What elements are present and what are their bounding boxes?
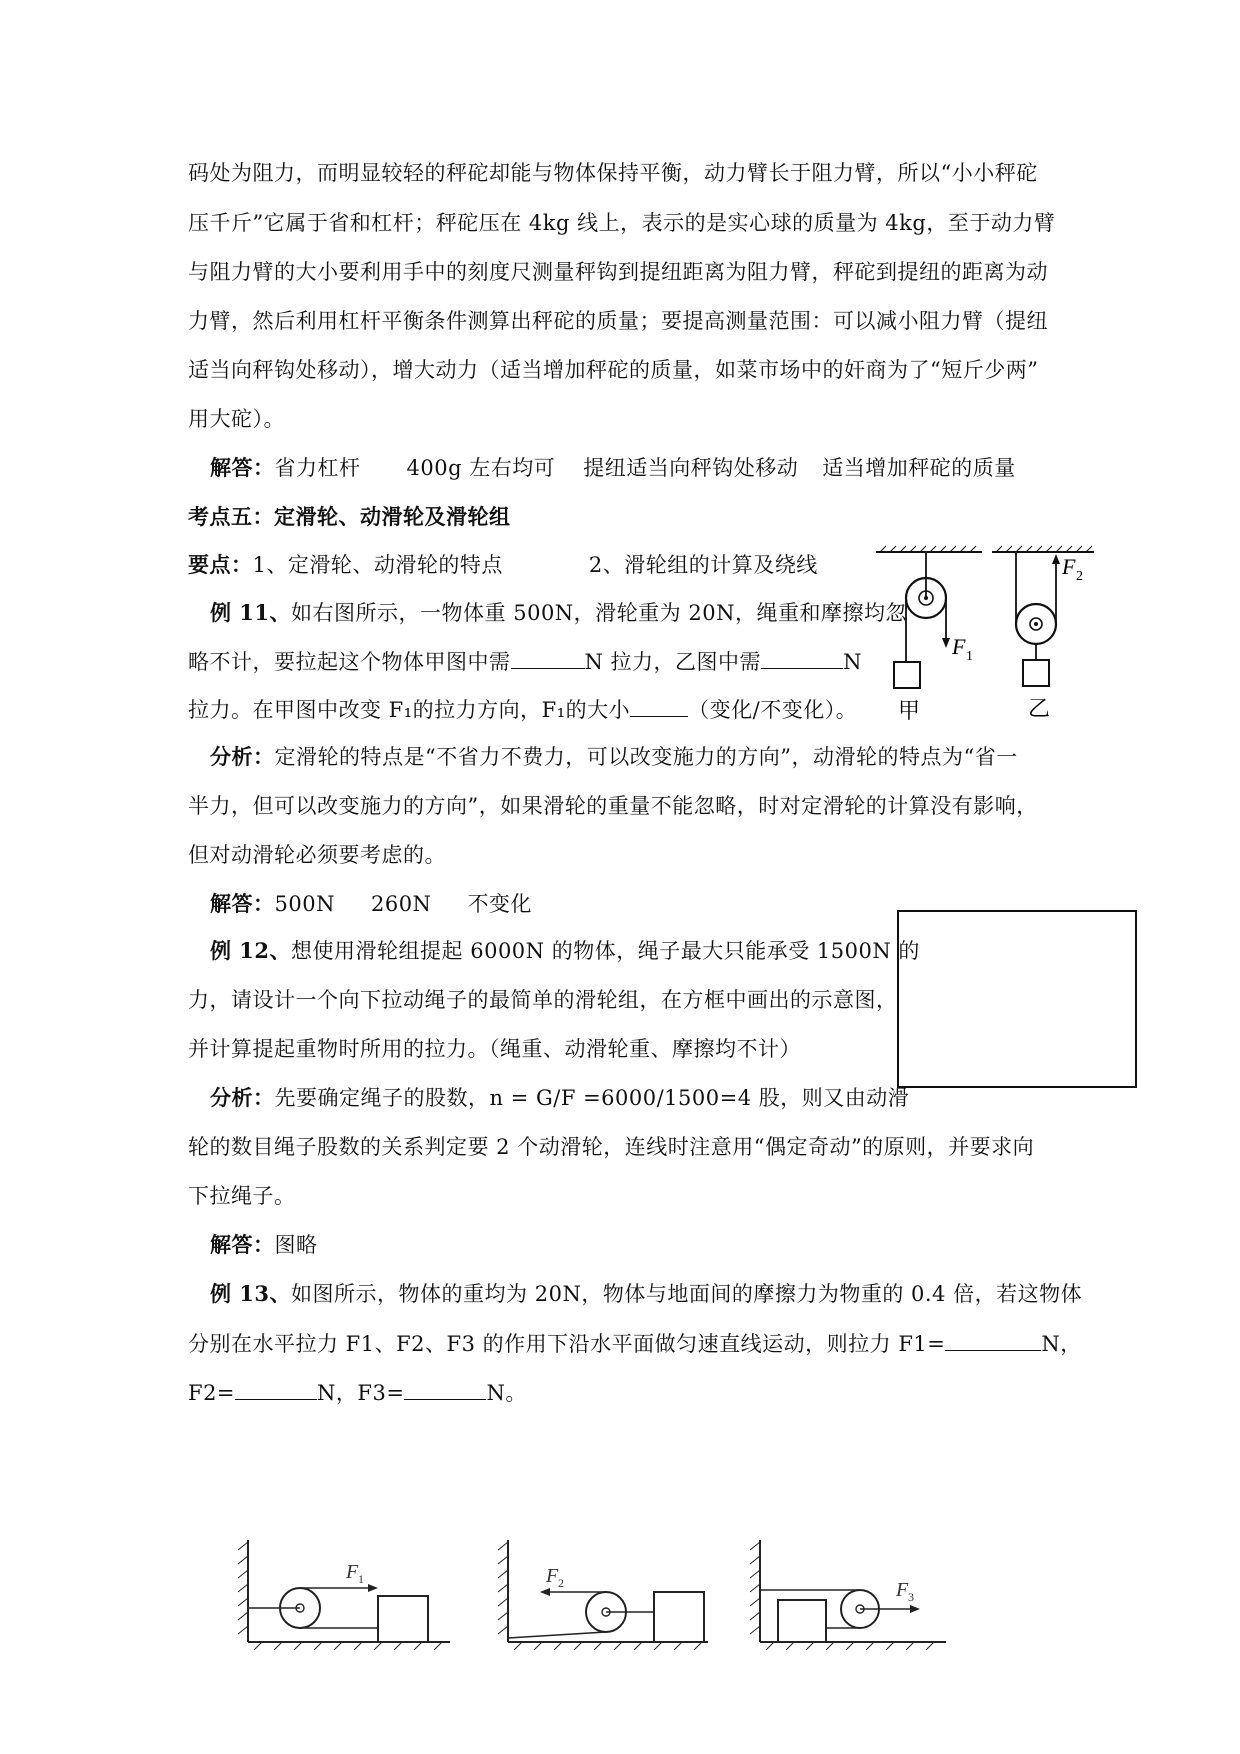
force-label: F xyxy=(952,634,966,659)
analysis-line xyxy=(210,742,1018,772)
force-subscript: 1 xyxy=(966,649,973,664)
answer-blank[interactable] xyxy=(404,1377,486,1400)
example-line: 并计算提起重物时所用的拉力。（绳重、动滑轮重、摩擦均不计） xyxy=(188,1037,801,1061)
example-line xyxy=(210,598,907,628)
force-subscript: 1 xyxy=(358,1572,364,1586)
paragraph-line: 力臂，然后利用杠杆平衡条件测算出秤砣的质量；要提高测量范围：可以减小阻力臂（提纽 xyxy=(188,309,1048,333)
answer-item: 400g 左右均可 xyxy=(406,456,556,480)
analysis-label: 分析： xyxy=(210,1085,275,1110)
example-line xyxy=(188,646,862,677)
answer-item: 图略 xyxy=(274,1233,318,1257)
answer-item: 260N xyxy=(370,892,432,916)
force-label: F xyxy=(896,1579,909,1601)
example-text: 想使用滑轮组提起 6000N 的物体，绳子最大只能承受 1500N 的 xyxy=(291,939,920,963)
example-label: 例 12、 xyxy=(210,938,292,963)
example-label: 例 13、 xyxy=(210,1281,292,1306)
example-text: 分别在水平拉力 F1、F2、F3 的作用下沿水平面做匀速直线运动，则拉力 F1= xyxy=(188,1332,946,1356)
analysis-line: 轮的数目绳子股数的关系判定要 2 个动滑轮，连线时注意用“偶定奇动”的原则，并要求向 xyxy=(188,1135,1035,1159)
force-subscript: 2 xyxy=(558,1576,564,1590)
analysis-label: 分析： xyxy=(210,744,275,769)
example-line: 力，请设计一个向下拉动绳子的最简单的滑轮组，在方框中画出的示意图， xyxy=(188,988,898,1012)
example-line xyxy=(210,936,920,966)
paragraph-line: 用大砣）。 xyxy=(188,407,285,431)
example-text: 如图所示，物体的重均为 20N，物体与地面间的摩擦力为物重的 0.4 倍，若这物体 xyxy=(291,1282,1083,1306)
example-text: N xyxy=(843,650,862,674)
example-text: N，F3= xyxy=(317,1381,405,1405)
example-text: （变化/不变化）。 xyxy=(688,698,858,722)
analysis-line: 下拉绳子。 xyxy=(188,1184,296,1208)
answer-label: 解答： xyxy=(210,1232,275,1257)
example-label: 例 11、 xyxy=(210,600,292,625)
horizontal-pulley-figures xyxy=(228,1520,968,1650)
answer-line xyxy=(210,889,532,919)
example-line xyxy=(188,694,857,725)
force-label: F xyxy=(1062,554,1076,579)
pulley-figure xyxy=(872,540,1102,730)
example-line xyxy=(210,1279,1082,1309)
figure-caption: 乙 xyxy=(1028,696,1051,721)
analysis-line xyxy=(210,1083,909,1113)
answer-label: 解答： xyxy=(210,891,275,916)
paragraph-line: 码处为阻力，而明显较轻的秤砣却能与物体保持平衡，动力臂长于阻力臂，所以“小小秤砣 xyxy=(188,161,1038,185)
section-title: 考点五：定滑轮、动滑轮及滑轮组 xyxy=(188,504,511,529)
example-text: F2= xyxy=(188,1381,236,1405)
example-text: 拉力。在甲图中改变 F₁的拉力方向，F₁的大小 xyxy=(188,698,631,722)
analysis-line: 半力，但可以改变施力的方向”，如果滑轮的重量不能忽略，时对定滑轮的计算没有影响， xyxy=(188,794,1038,818)
answer-blank[interactable] xyxy=(761,646,843,669)
paragraph-line: 与阻力臂的大小要利用手中的刻度尺测量秤钩到提纽距离为阻力臂，秤砣到提纽的距离为动 xyxy=(188,260,1048,284)
paragraph-line: 压千斤”它属于省和杠杆；秤砣压在 4kg 线上，表示的是实心球的质量为 4kg，至于动力臂 xyxy=(188,211,1056,235)
analysis-line: 但对动滑轮必须要考虑的。 xyxy=(188,843,446,867)
keypoint: 2、滑轮组的计算及绕线 xyxy=(588,553,818,577)
analysis-text: 先要确定绳子的股数，n = G/F =6000/1500=4 股，则又由动滑 xyxy=(274,1086,910,1110)
answer-item: 500N xyxy=(274,892,335,916)
example-text: 略不计，要拉起这个物体甲图中需 xyxy=(188,650,511,674)
analysis-text: 定滑轮的特点是“不省力不费力，可以改变施力的方向”，动滑轮的特点为“省一 xyxy=(274,745,1018,769)
answer-blank[interactable] xyxy=(511,646,585,669)
keypoint: 1、定滑轮、动滑轮的特点 xyxy=(252,553,503,577)
figure-caption: 甲 xyxy=(898,698,921,723)
keypoints-label: 要点： xyxy=(188,552,253,577)
paragraph-line: 适当向秤钩处移动），增大动力（适当增加秤砣的质量，如菜市场中的奸商为了“短斤少两” xyxy=(188,358,1039,382)
example-text: N。 xyxy=(486,1381,527,1405)
force-label: F xyxy=(346,1561,359,1583)
answer-item: 提纽适当向秤钩处移动 xyxy=(583,456,799,480)
force-subscript: 2 xyxy=(1076,569,1083,584)
force-label: F xyxy=(546,1565,559,1587)
answer-line xyxy=(210,1230,318,1260)
answer-item: 不变化 xyxy=(467,892,532,916)
example-line xyxy=(188,1328,1082,1359)
example-text: 如右图所示，一物体重 500N，滑轮重为 20N，绳重和摩擦均忽 xyxy=(291,601,907,625)
example-text: N， xyxy=(1041,1332,1082,1356)
answer-item: 适当增加秤砣的质量 xyxy=(822,456,1016,480)
answer-label: 解答： xyxy=(210,455,275,480)
drawing-box[interactable] xyxy=(897,910,1137,1088)
answer-blank[interactable] xyxy=(630,694,688,717)
force-subscript: 3 xyxy=(908,1590,914,1604)
answer-blank[interactable] xyxy=(235,1377,317,1400)
keypoints-line xyxy=(188,550,818,580)
answer-blank[interactable] xyxy=(945,1328,1041,1351)
answer-line xyxy=(210,453,1016,483)
example-text: N 拉力，乙图中需 xyxy=(584,650,762,674)
example-line xyxy=(188,1377,527,1408)
answer-item: 省力杠杆 xyxy=(274,456,361,480)
